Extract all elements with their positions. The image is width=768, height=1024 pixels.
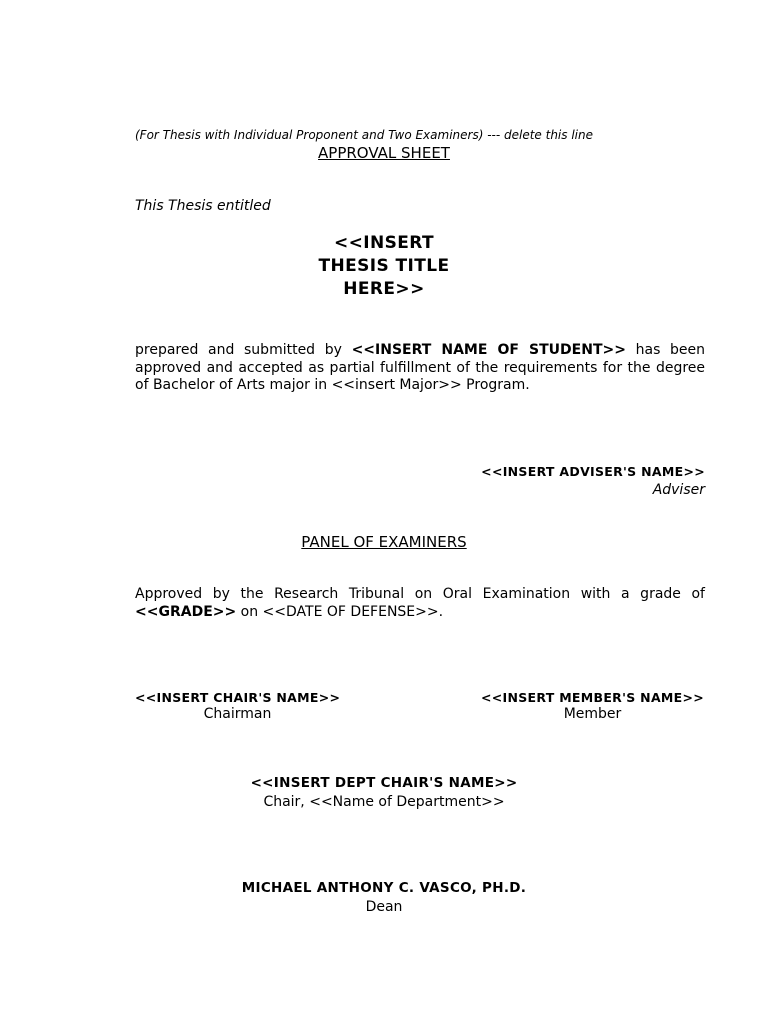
- dept-chair-signature-block: [0, 774, 768, 812]
- grade-placeholder: <<GRADE>>: [135, 603, 237, 620]
- dean-signature-block: [0, 879, 768, 917]
- dean-role: Dean: [365, 899, 403, 915]
- approval-paragraph-end: has been approved and accepted as partial fulfillment of the requirements for the degree of Bachelor of Arts major in <<insert Major>> Program.: [135, 342, 706, 393]
- adviser-name: <<INSERT ADVISER'S NAME>>: [481, 464, 705, 479]
- dept-chair-name: <<INSERT DEPT CHAIR'S NAME>>: [250, 775, 518, 791]
- panel-of-examiners-heading: PANEL OF EXAMINERS: [301, 533, 467, 551]
- dept-chair-role: Chair, <<Name of Department>>: [263, 794, 505, 810]
- approval-paragraph-start: prepared and submitted by: [135, 342, 352, 358]
- dean-name: MICHAEL ANTHONY C. VASCO, PH.D.: [241, 880, 527, 896]
- member-name: <<INSERT MEMBER'S NAME>>: [480, 690, 705, 705]
- student-name-placeholder: <<INSERT NAME OF STUDENT>>: [351, 342, 626, 358]
- grade-paragraph: [135, 586, 705, 621]
- thesis-title-line-3: HERE>>: [343, 279, 425, 299]
- chair-role: Chairman: [203, 706, 272, 722]
- thesis-title-line-1: <<INSERT: [333, 233, 435, 253]
- chairman-signature-block: [135, 689, 340, 723]
- member-signature-block: [480, 689, 705, 723]
- chair-name: <<INSERT CHAIR'S NAME>>: [135, 690, 341, 705]
- grade-paragraph-end: on <<DATE OF DEFENSE>>.: [236, 603, 444, 620]
- approval-paragraph: [135, 342, 705, 395]
- thesis-title: [0, 232, 768, 301]
- adviser-role: Adviser: [652, 482, 705, 498]
- delete-line-note: (For Thesis with Individual Proponent and Two Examiners) --- delete this line: [135, 128, 593, 142]
- approval-sheet-heading: APPROVAL SHEET: [318, 144, 450, 162]
- grade-paragraph-start: Approved by the Research Tribunal on Oral Examination with a grade of: [135, 586, 705, 602]
- member-role: Member: [563, 706, 622, 722]
- thesis-intro-text: This Thesis entitled: [135, 198, 271, 214]
- adviser-signature-block: [400, 463, 705, 499]
- thesis-title-line-2: THESIS TITLE: [318, 256, 450, 276]
